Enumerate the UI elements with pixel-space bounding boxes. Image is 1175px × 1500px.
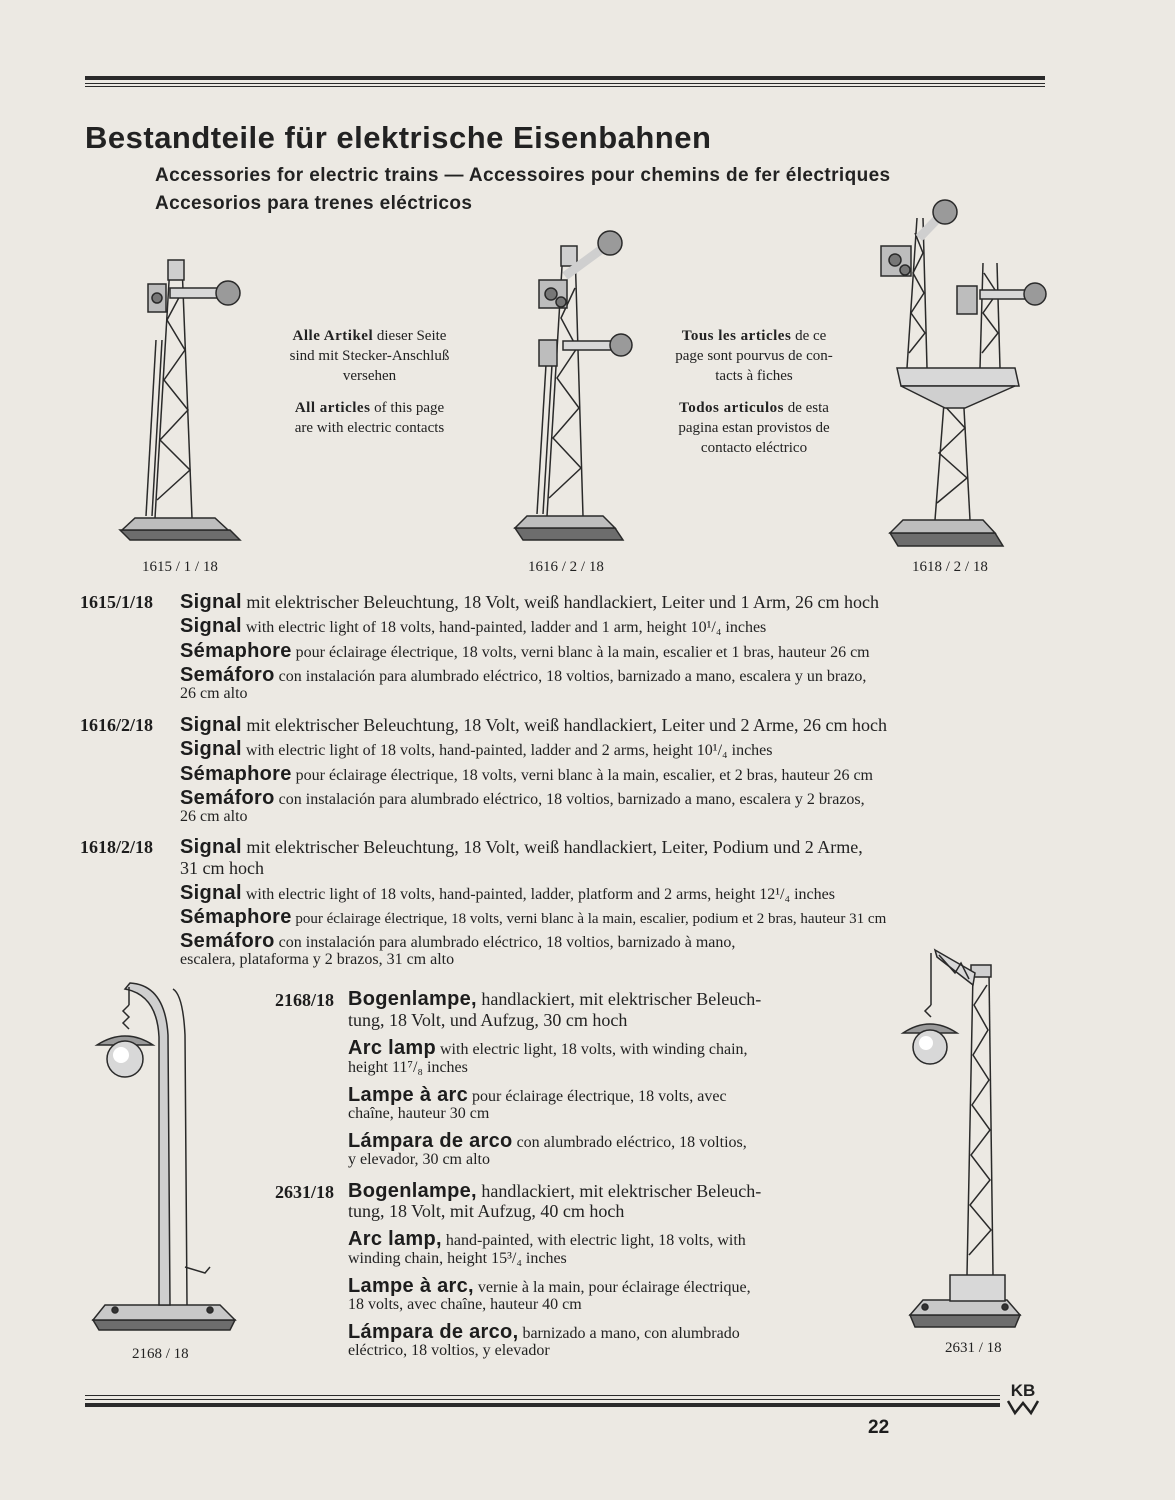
entry-1615-es: Semáforo con instalación para alumbrado eléctrico, 18 voltios, barnizado a mano, escalera y un brazo, [180,664,867,686]
entry-1616-fr: Sémaphore pour éclairage électrique, 18 volts, verni blanc à la main, escalier, et 2 bras, hauteur 26 cm [180,763,873,785]
page-subtitle-2: Accesorios para trenes eléctricos [155,193,473,214]
signal-1618-illustration [875,198,1050,553]
entry-2168-de: Bogenlampe, handlackiert, mit elektrischer Beleuch- [348,988,762,1010]
entry-2631-fr-cont: 18 volts, avec chaîne, hauteur 40 cm [348,1296,582,1313]
entry-2168-es: Lámpara de arco con alumbrado eléctrico, 18 voltios, [348,1130,747,1152]
entry-1615-en: Signal with electric light of 18 volts, hand-painted, ladder and 1 arm, height 10¹/₄ inches [180,615,767,637]
entry-2631-es: Lámpara de arco, barnizado a mano, con alumbrado [348,1321,740,1343]
entry-2168-en-cont: height 11⁷/₈ inches [348,1059,468,1076]
entry-2168-fr: Lampe à arc pour éclairage électrique, 18 volts, avec [348,1084,727,1106]
entry-1616-de: Signal mit elektrischer Beleuchtung, 18 Volt, weiß handlackiert, Leiter und 2 Arme, 26 cm hoch [180,714,887,736]
entry-1618-de-cont: 31 cm hoch [180,858,264,878]
arc-lamp-2631-illustration [895,945,1030,1340]
item-code-1616: 1616/2/18 [80,715,154,735]
entry-1616-es: Semáforo con instalación para alumbrado eléctrico, 18 voltios, barnizado a mano, escalera y 2 brazos, [180,787,865,809]
signal-1616-illustration [505,228,635,548]
entry-2631-de-cont: tung, 18 Volt, mit Aufzug, 40 cm hoch [348,1201,625,1221]
logo-mark-icon [1006,1399,1040,1417]
entry-2631-fr: Lampe à arc, vernie à la main, pour éclairage électrique, [348,1275,751,1297]
entry-1618-es: Semáforo con instalación para alumbrado eléctrico, 18 voltios, barnizado à mano, [180,930,736,952]
item-code-2631: 2631/18 [275,1182,335,1202]
caption-2168: 2168 / 18 [132,1346,189,1362]
entry-1618-es-cont: escalera, plataforma y 2 brazos, 31 cm alto [180,951,455,968]
entry-1618-fr: Sémaphore pour éclairage électrique, 18 volts, verni blanc à la main, escalier, podium et 2 bras, hauteur 31 cm [180,906,887,928]
caption-1618: 1618 / 2 / 18 [912,559,988,575]
item-code-1615: 1615/1/18 [80,592,154,612]
page-number: 22 [868,1417,890,1438]
kb-logo: KB [1005,1383,1041,1420]
entry-2631-en-cont: winding chain, height 15³/₄ inches [348,1250,567,1267]
contacts-note-right: Tous les articles de ce page sont pourvus de con- tacts à fiches Todos articulos de esta pagina estan provistos de contacto eléctrico [675,328,833,456]
signal-1615-illustration [110,250,250,550]
caption-2631: 2631 / 18 [945,1340,1002,1356]
page-subtitle-1: Accessories for electric trains — Accessoires pour chemins de fer électriques [155,165,891,186]
entry-2168-en: Arc lamp with electric light, 18 volts, with winding chain, [348,1037,748,1059]
caption-1615: 1615 / 1 / 18 [142,559,218,575]
bottom-rule [85,1395,1000,1407]
top-rule [85,76,1045,87]
entry-2168-fr-cont: chaîne, hauteur 30 cm [348,1105,490,1122]
entry-1615-fr: Sémaphore pour éclairage électrique, 18 volts, verni blanc à la main, escalier et 1 bras, hauteur 26 cm [180,640,870,662]
entry-1615-de: Signal mit elektrischer Beleuchtung, 18 Volt, weiß handlackiert, Leiter und 1 Arm, 26 cm hoch [180,591,879,613]
entry-1616-es-cont: 26 cm alto [180,808,248,825]
item-code-2168: 2168/18 [275,990,335,1010]
entry-2631-de: Bogenlampe, handlackiert, mit elektrischer Beleuch- [348,1180,762,1202]
entry-2168-de-cont: tung, 18 Volt, und Aufzug, 30 cm hoch [348,1010,628,1030]
entry-1615-es-cont: 26 cm alto [180,685,248,702]
arc-lamp-2168-illustration [85,975,245,1345]
page-title: Bestandteile für elektrische Eisenbahnen [85,120,712,155]
caption-1616: 1616 / 2 / 18 [528,559,604,575]
entry-2631-es-cont: eléctrico, 18 voltios, y elevador [348,1342,550,1359]
entry-1618-de: Signal mit elektrischer Beleuchtung, 18 Volt, weiß handlackiert, Leiter, Podium und 2 Arme, [180,836,863,858]
item-code-1618: 1618/2/18 [80,837,154,857]
entry-1616-en: Signal with electric light of 18 volts, hand-painted, ladder and 2 arms, height 10¹/₄ inches [180,738,773,760]
contacts-note-left: Alle Artikel dieser Seite sind mit Stecker-Anschluß versehen All articles of this page are with electric contacts [289,328,450,436]
entry-2168-es-cont: y elevador, 30 cm alto [348,1151,490,1168]
entry-1618-en: Signal with electric light of 18 volts, hand-painted, ladder, platform and 2 arms, height 12¹/₄ inches [180,882,835,904]
entry-2631-en: Arc lamp, hand-painted, with electric light, 18 volts, with [348,1228,746,1250]
